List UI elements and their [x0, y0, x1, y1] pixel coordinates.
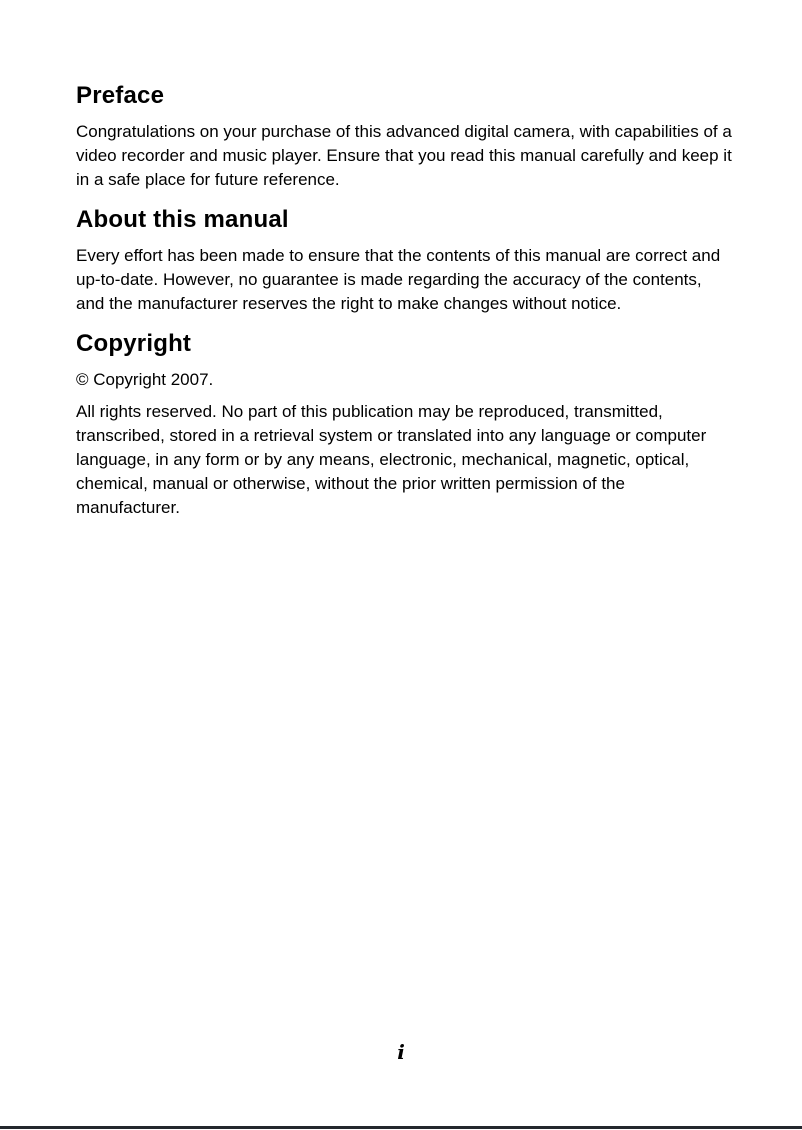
page-content [76, 80, 732, 528]
section-heading-preface: Preface [76, 82, 165, 109]
footer-rule [0, 1126, 802, 1129]
paragraph-preface: Congratulations on your purchase of this advanced digital camera, with capabilities of a video recorder and music player. Ensure that you read this manual carefully and keep it in a safe place for future reference. [76, 122, 732, 189]
section-heading-about-this-manual: About this manual [76, 206, 289, 233]
page-number: i [397, 1040, 405, 1064]
paragraph-copyright-rights: All rights reserved. No part of this publication may be reproduced, transmitted, transcribed, stored in a retrieval system or translated into any language or computer language, in any form or by any means, electronic, mechanical, magnetic, optical, chemical, manual or otherwise, without the prior written permission of the manufacturer. [76, 402, 707, 517]
paragraph-about-this-manual: Every effort has been made to ensure that the contents of this manual are correct and up-to-date. However, no guarantee is made regarding the accuracy of the contents, and the manufacturer reserves the right to make changes without notice. [76, 246, 721, 313]
section-heading-copyright: Copyright [76, 330, 192, 357]
paragraph-copyright-year: © Copyright 2007. [76, 370, 214, 389]
page-footer [0, 1040, 802, 1064]
